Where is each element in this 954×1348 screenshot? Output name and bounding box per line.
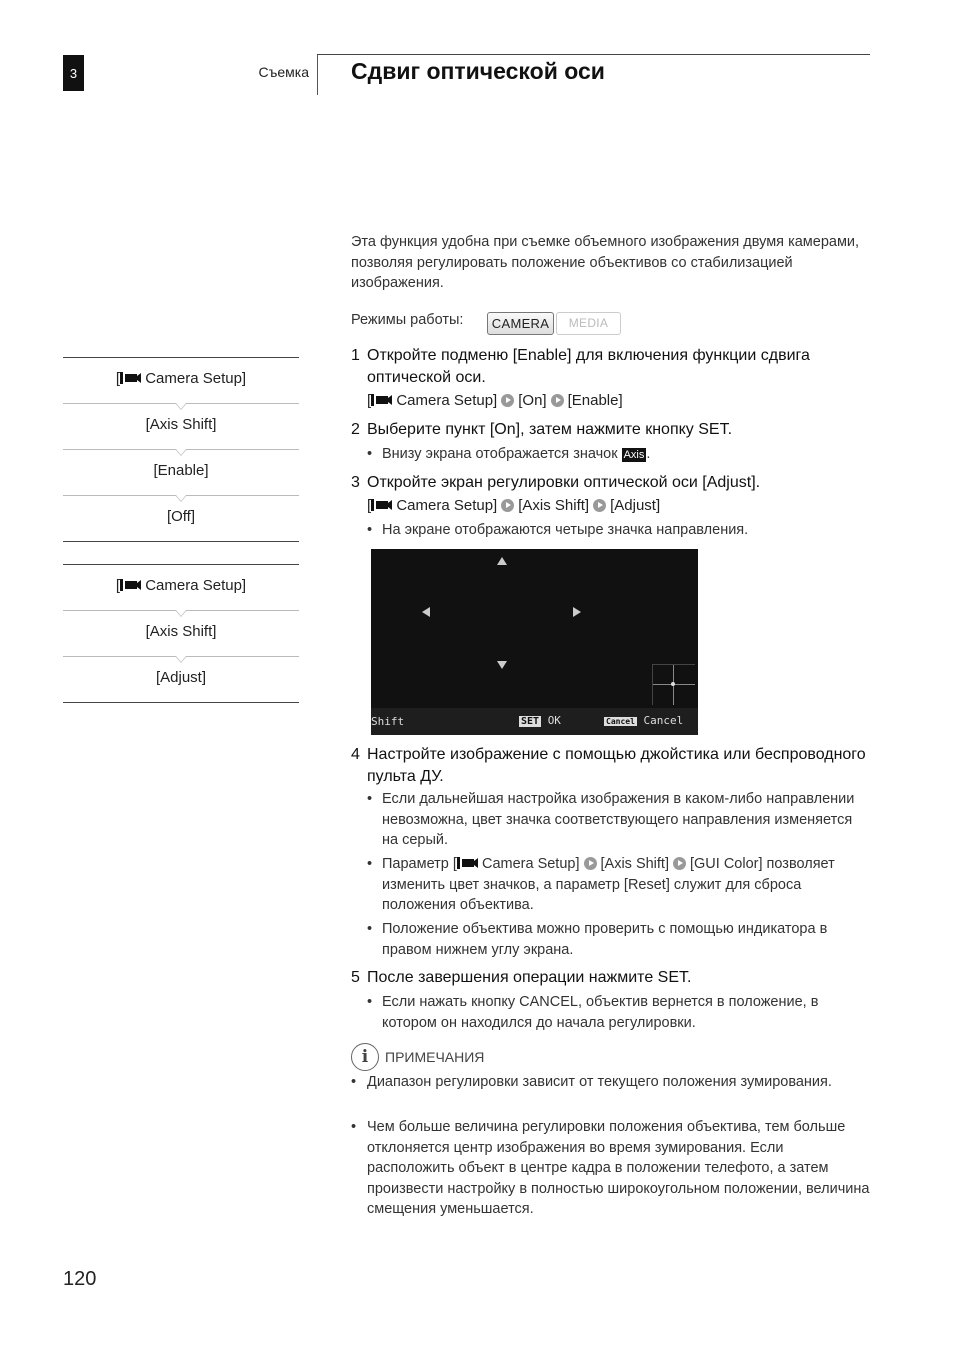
arrow-right-icon (551, 394, 564, 407)
arrow-up-icon (497, 557, 507, 565)
screen-bottom-bar (371, 708, 698, 735)
adjust-screen-image (371, 549, 698, 735)
menu-path-enable (63, 357, 299, 542)
shift-label: Shift (371, 715, 405, 728)
header-rule (317, 54, 870, 55)
step-2: 2 Выберите пункт [On], затем нажмите кнопку SET. (351, 421, 733, 438)
intro-paragraph: Эта функция удобна при съемке объемного изображения двумя камерами, позволяя регулировать положение объективов со стабилизацией изображения. (351, 234, 860, 291)
arrow-down-icon (497, 661, 507, 669)
menu-path-adjust (63, 564, 299, 703)
step-2-bullet: • Внизу экрана отображается значок Axis . (367, 446, 651, 462)
arrow-right-icon (673, 857, 686, 870)
arrow-left-icon (422, 607, 430, 617)
step-1: 1 Откройте подменю [Enable] для включения функции сдвига оптической оси. (351, 347, 810, 386)
note-item-1: • Диапазон регулировки зависит от текущего положения зумирования. (351, 1074, 832, 1090)
info-icon: i (351, 1043, 379, 1071)
modes-label: Режимы работы: (351, 312, 464, 328)
camera-icon (120, 579, 141, 591)
camera-icon (120, 372, 141, 384)
step-1-menu-path: [ Camera Setup] [On] [Enable] (367, 392, 623, 409)
arrow-right-icon (593, 499, 606, 512)
arrow-right-icon (501, 499, 514, 512)
note-item-2: • Чем больше величина регулировки положения объектива, тем больше отклоняется центр изображения во время зумирования. Если расположить объект в центре кадра в положении телефото, а затем произвести настройку в полностью широкоугольном положении, величина смещения уменьшается. (351, 1119, 870, 1217)
menu-item-off: [Off] (63, 495, 299, 541)
page-number: 120 (63, 1268, 97, 1290)
menu-item-camera-setup: [ Camera Setup] (115, 577, 247, 594)
step-4-bullet-3: • Положение объектива можно проверить с помощью индикатора в правом нижнем углу экрана. (367, 921, 828, 958)
position-indicator (652, 664, 695, 705)
notes-heading: ПРИМЕЧАНИЯ (385, 1049, 485, 1065)
menu-item-axis-shift: [Axis Shift] (63, 610, 299, 656)
mode-media-badge: MEDIA (556, 312, 621, 335)
camera-icon (457, 857, 478, 869)
step-4-bullet-2: • Параметр [ Camera Setup] [Axis Shift] [GUI Color] позволяет изменить цвет значков, а параметр [Reset] служит для сброса положения объектива. (367, 856, 835, 913)
camera-icon (371, 394, 392, 406)
step-4: 4 Настройте изображение с помощью джойстика или беспроводного пульта ДУ. (351, 746, 866, 785)
set-ok-hint: SET OK (521, 714, 561, 727)
axis-badge: Axis (623, 449, 645, 461)
chapter-label: Съемка (258, 64, 309, 80)
arrow-right-icon (501, 394, 514, 407)
step-5-bullet: • Если нажать кнопку CANCEL, объектив вернется в положение, в котором он находился до начала регулировки. (367, 994, 819, 1031)
step-3: 3 Откройте экран регулировки оптической оси [Adjust]. (351, 474, 761, 491)
header-divider (317, 55, 318, 95)
arrow-right-icon (573, 607, 581, 617)
camera-icon (371, 499, 392, 511)
step-3-menu-path: [ Camera Setup] [Axis Shift] [Adjust] (367, 497, 661, 514)
menu-item-camera-setup: [ Camera Setup] (115, 370, 247, 387)
menu-item-enable: [Enable] (63, 449, 299, 495)
step-4-bullet-1: • Если дальнейшая настройка изображения в каком-либо направлении невозможна, цвет значка соответствующего направления изменяется на серый. (367, 791, 855, 848)
mode-camera-badge: CAMERA (487, 312, 554, 335)
menu-item-adjust: [Adjust] (63, 656, 299, 702)
menu-item-axis-shift: [Axis Shift] (63, 403, 299, 449)
cancel-hint: Cancel Cancel (606, 714, 684, 727)
page-title: Сдвиг оптической оси (351, 58, 605, 84)
step-3-bullet: • На экране отображаются четыре значка направления. (367, 522, 749, 538)
arrow-right-icon (584, 857, 597, 870)
step-5: 5 После завершения операции нажмите SET. (351, 969, 692, 986)
chapter-number-tab: 3 (63, 55, 84, 91)
